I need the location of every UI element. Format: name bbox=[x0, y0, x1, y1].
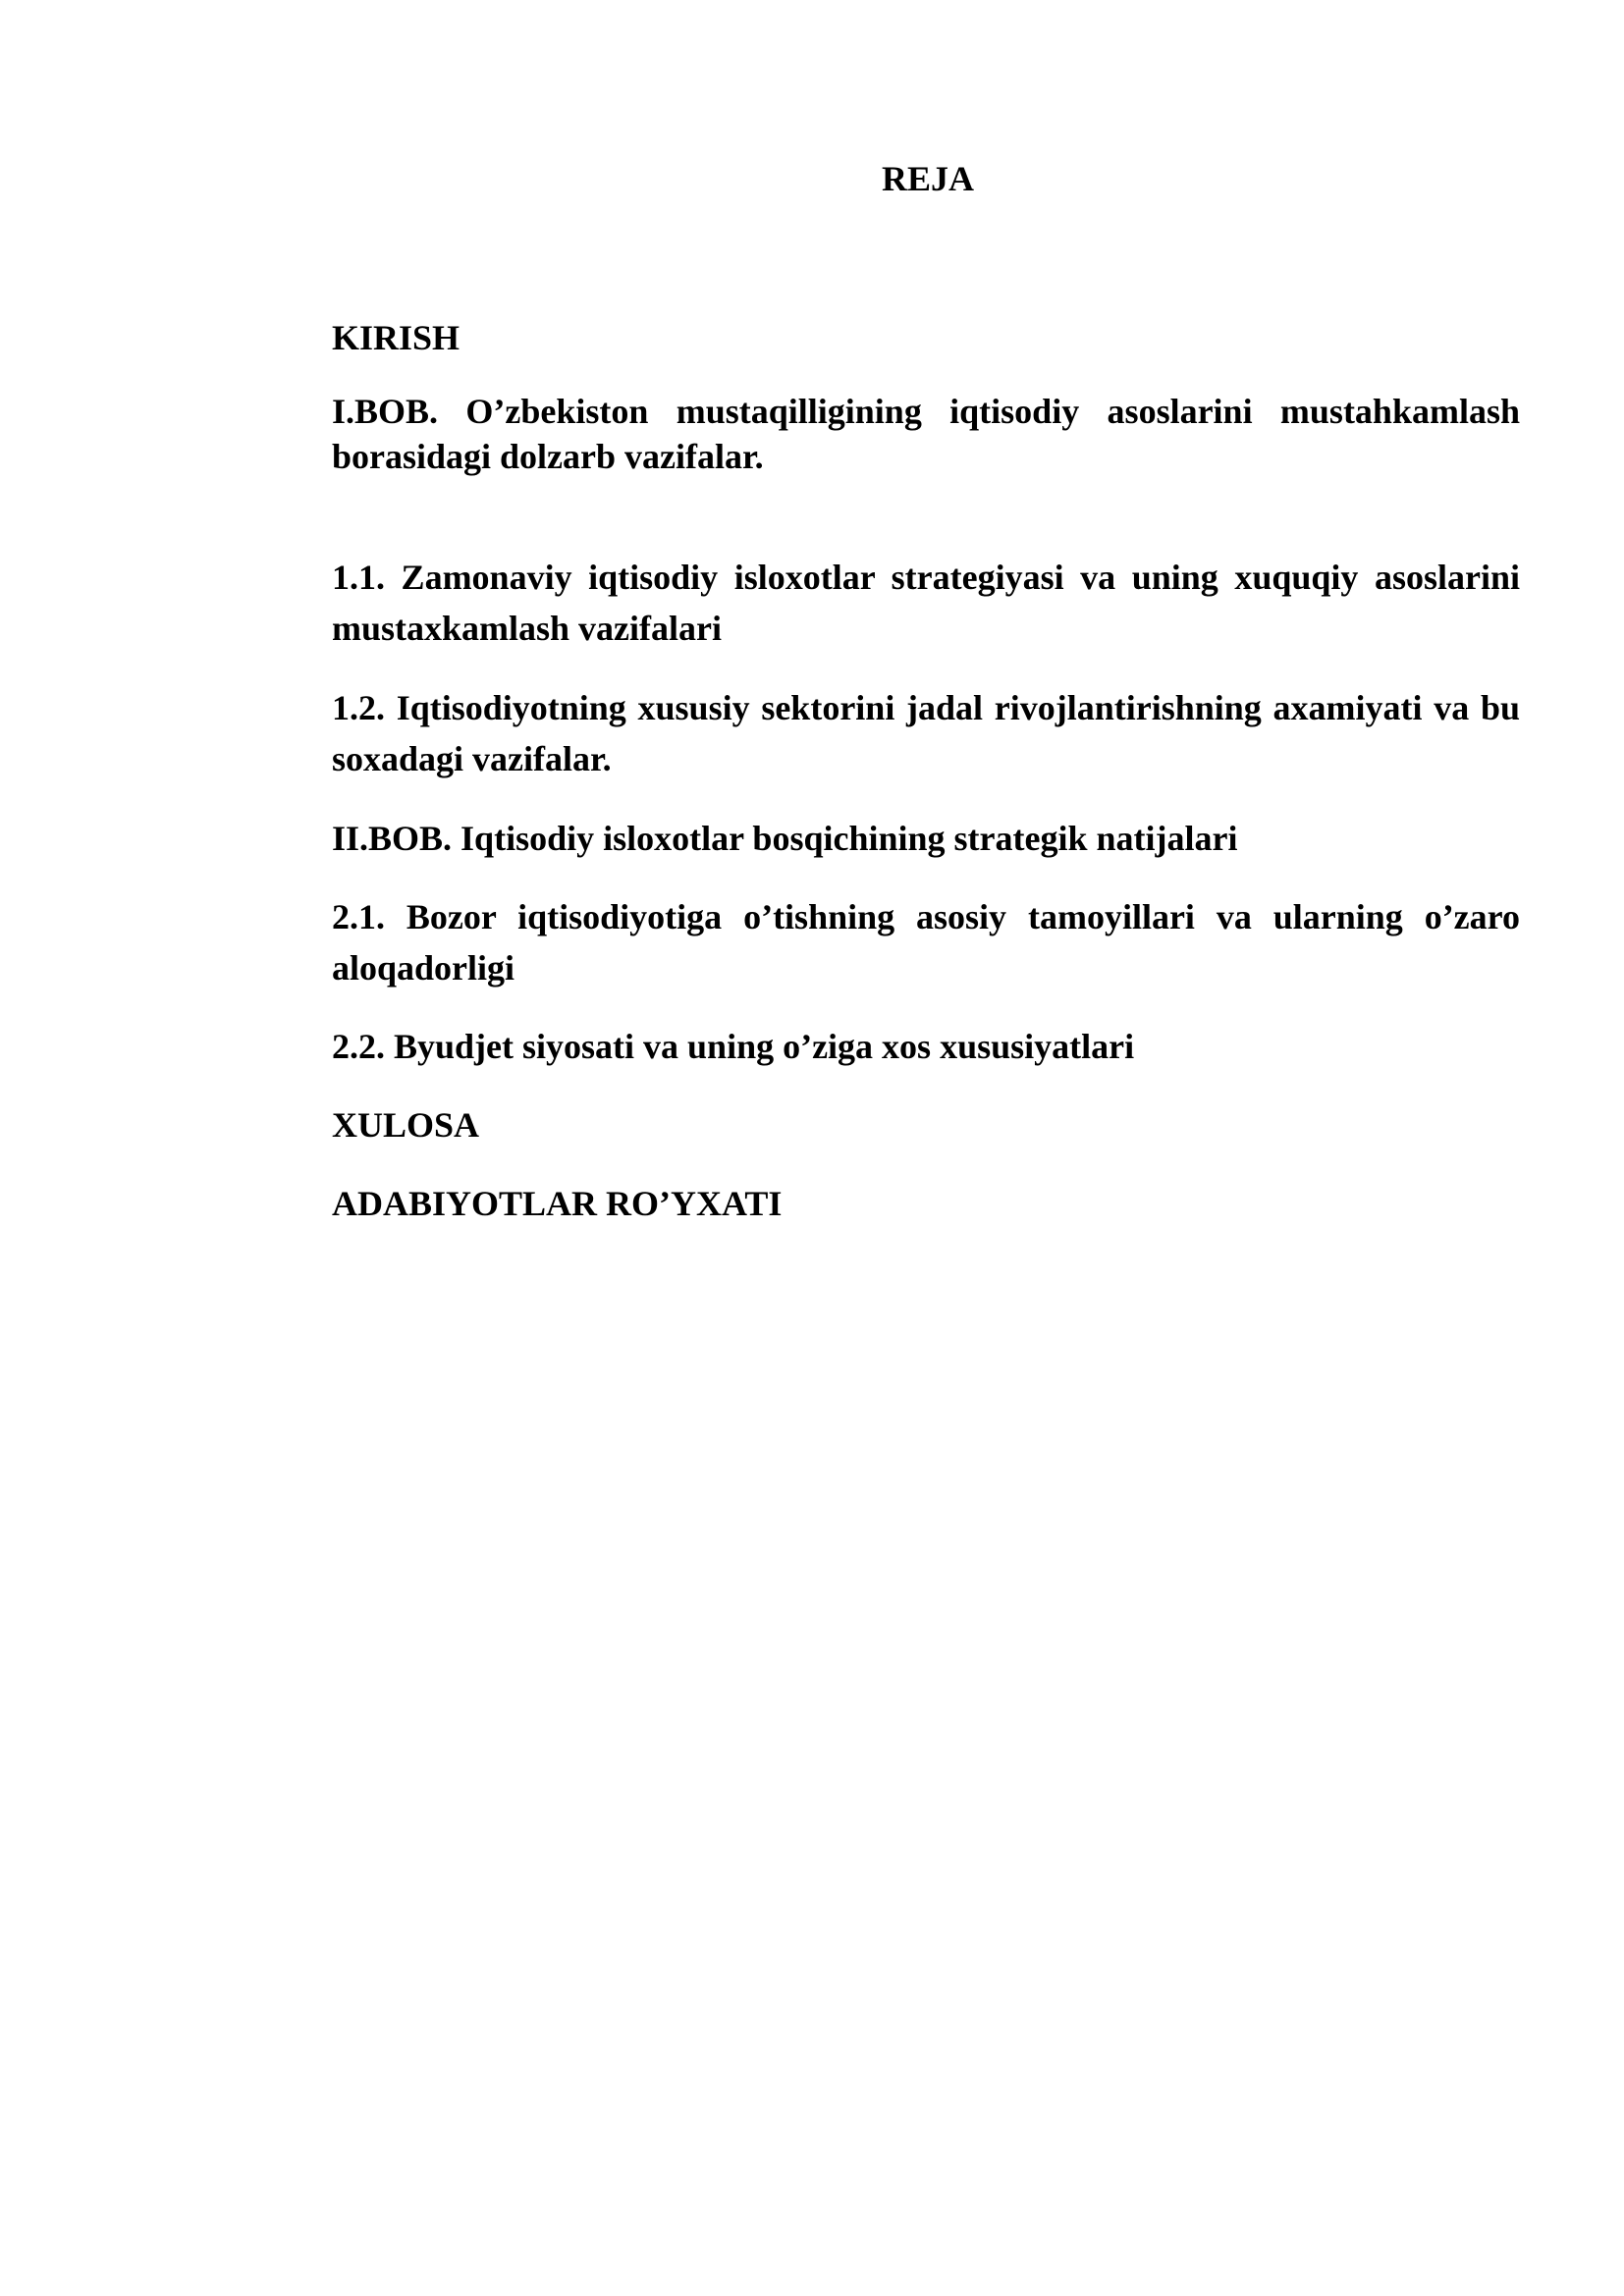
toc-entry-kirish: KIRISH bbox=[332, 318, 460, 357]
page-title: REJA bbox=[881, 159, 974, 198]
toc-entry-section-2-1: 2.1. Bozor iqtisodiyotiga o’tishning asosiy tamoyillari va ularning o’zaro aloqadorligi bbox=[332, 897, 1520, 988]
toc-entry-chapter-2: II.BOB. Iqtisodiy isloxotlar bosqichining strategik natijalari bbox=[332, 819, 1238, 858]
toc-entry-section-1-2: 1.2. Iqtisodiyotning xususiy sektorini jadal rivojlantirishning axamiyati va bu soxadagi vazifalar. bbox=[332, 688, 1520, 778]
toc-entry-section-2-2: 2.2. Byudjet siyosati va uning o’ziga xos xususiyatlari bbox=[332, 1027, 1135, 1066]
toc-entry-chapter-1: I.BOB. O’zbekiston mustaqilligining iqtisodiy asoslarini mustahkamlash borasidagi dolzarb vazifalar. bbox=[332, 392, 1520, 476]
toc-entry-section-1-1: 1.1. Zamonaviy iqtisodiy isloxotlar strategiyasi va uning xuquqiy asoslarini mustaxkamlash vazifalari bbox=[332, 558, 1520, 648]
toc-entry-xulosa: XULOSA bbox=[332, 1105, 480, 1145]
toc-entry-bibliography: ADABIYOTLAR RO’YXATI bbox=[332, 1184, 783, 1223]
